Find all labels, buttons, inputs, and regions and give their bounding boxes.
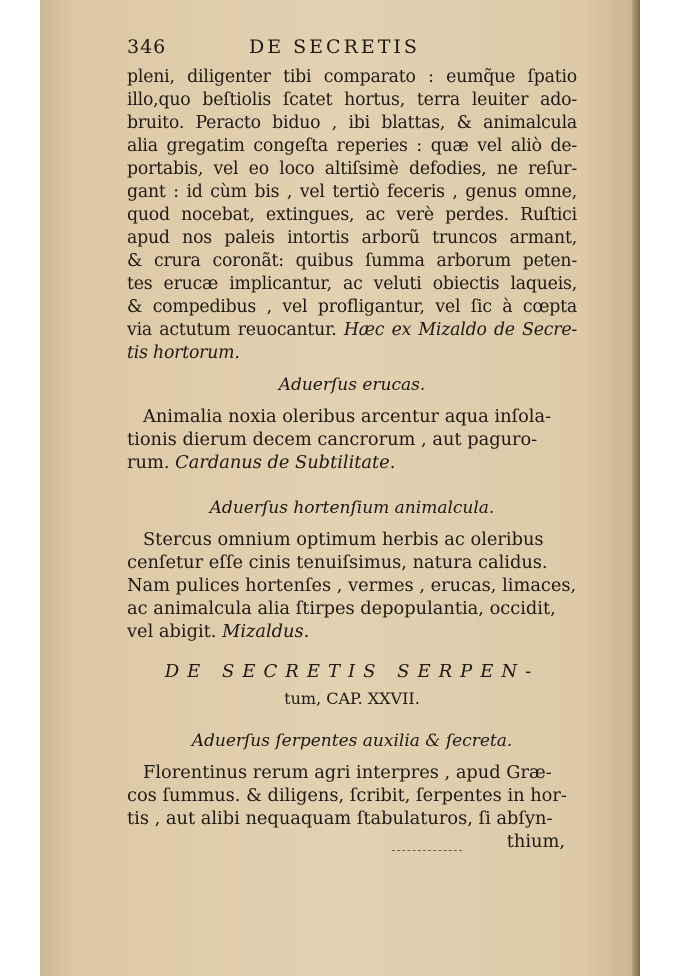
text-line: tis , aut alibi nequaquam ſtabulaturos, ſi abſyn- [127,808,553,829]
text-fragment: vel abigit. [127,621,217,642]
running-head [127,36,575,66]
text-line: tionis dierum decem cancrorum , aut paguro- [127,429,538,450]
underline-mark [392,850,462,851]
text-fragment: via actutum reuocantur. [127,320,337,340]
source-citation: Hæc ex Mizaldo de Secre- [343,320,578,340]
text-line: & compedibus , vel profligantur, vel ſic à cœpta [127,297,577,317]
text-line [127,319,577,342]
text-line: tes erucæ implicantur, ac veluti obiectis laqueis, [127,274,577,294]
text-line: quod nocebat, extingues, ac verè perdes. Ruſtici [127,205,577,225]
source-citation: tis hortorum. [127,343,240,363]
page-body [127,66,577,853]
page-number: 346 [127,36,167,58]
text-line [127,620,577,643]
text-line: Florentinus rerum agri interpres , apud Græ- [143,762,552,783]
text-line: cenſetur eſſe cinis tenuiſsimus, natura calidus. [127,552,548,573]
text-line: Nam pulices hortenſes , vermes , erucas, limaces, [127,575,577,596]
chapter-title: DE SECRETIS SERPEN- [164,661,540,682]
text-line [127,451,577,474]
section-heading: Aduerſus hortenſium animalcula. [209,498,495,518]
text-line: bruito. Peracto biduo , ibi blattas, & animalcula [127,113,577,133]
text-line: portabis, vel eo loco altiſsimè defodies, ne reſur- [127,159,577,179]
page-edge-shadow [632,0,640,976]
source-citation: Mizaldus. [222,621,310,642]
running-title: DE SECRETIS [249,36,420,58]
text-line: Stercus omnium optimum herbis ac oleribus [143,529,544,550]
section-heading: Aduerſus ſerpentes auxilia & ſecreta. [191,731,513,751]
text-line [127,342,577,365]
chapter-subtitle: tum, CAP. XXVII. [284,689,420,708]
text-line: illo,quo beſtiolis ſcatet hortus, terra leuiter ado- [127,90,577,110]
text-line: & crura coronãt: quibus ſumma arborum peten- [127,251,577,271]
text-line: apud nos paleis intortis arborũ truncos armant, [127,228,577,248]
text-line: ac animalcula alia ſtirpes depopulantia, occidit, [127,598,556,619]
catchword: thium, [506,831,565,852]
text-line: cos ſummus. & diligens, ſcribit, ſerpentes in hor- [127,785,567,806]
text-line: alia gregatim congeſta reperies : quæ vel aliò de- [127,136,577,156]
source-citation: Cardanus de Subtilitate. [175,452,396,473]
text-fragment: rum. [127,452,170,473]
text-line: pleni, diligenter tibi comparato : eumq̃ue ſpatio [127,67,577,87]
text-line: Animalia noxia oleribus arcentur aqua inſola- [143,406,552,427]
section-heading: Aduerſus erucas. [278,375,426,395]
text-line: gant : id cùm bis , vel tertiò feceris , genus omne, [127,182,577,202]
